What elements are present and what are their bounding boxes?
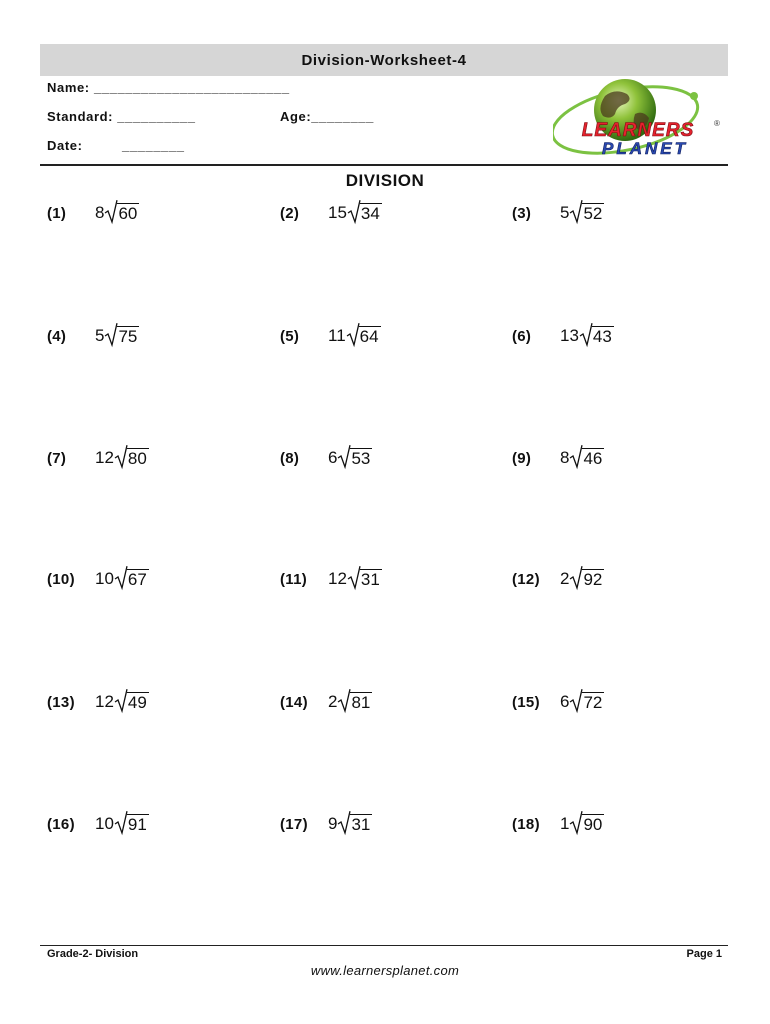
problem-number: (1) xyxy=(47,204,67,222)
problem-item xyxy=(280,567,382,591)
problem-item xyxy=(512,567,604,591)
division-expression xyxy=(560,692,604,712)
logo-text-top: LEARNERS xyxy=(581,120,695,141)
footer-page-number: Page 1 xyxy=(686,948,722,960)
problem-number: (14) xyxy=(280,693,308,711)
dividend: 43 xyxy=(592,327,612,346)
problem-number: (2) xyxy=(280,204,300,222)
long-division-bracket xyxy=(104,203,139,223)
divisor: 8 xyxy=(560,448,570,467)
dividend: 46 xyxy=(583,449,603,468)
long-division-bracket xyxy=(337,692,372,712)
long-division-bracket xyxy=(337,448,372,468)
long-division-bracket xyxy=(569,569,604,589)
radical-sign-icon xyxy=(337,444,351,470)
problem-number: (4) xyxy=(47,327,67,345)
dividend: 31 xyxy=(351,815,371,834)
long-division-bracket xyxy=(337,814,372,834)
division-expression xyxy=(95,814,149,834)
division-expression xyxy=(328,326,381,346)
worksheet-title: Division-Worksheet-4 xyxy=(40,44,728,76)
problem-number: (8) xyxy=(280,449,300,467)
divisor: 6 xyxy=(328,448,338,467)
radical-sign-icon xyxy=(104,322,118,348)
date-label: Date: xyxy=(47,138,83,153)
radical-sign-icon xyxy=(569,199,583,225)
problem-item xyxy=(512,812,604,836)
long-division-bracket xyxy=(346,326,381,346)
problem-number: (13) xyxy=(47,693,75,711)
long-division-bracket xyxy=(114,569,149,589)
long-division-bracket xyxy=(347,203,382,223)
divisor: 9 xyxy=(328,814,338,833)
dividend: 34 xyxy=(360,204,380,223)
radical-sign-icon xyxy=(337,810,351,836)
problem-number: (12) xyxy=(512,570,540,588)
division-expression xyxy=(560,569,604,589)
section-heading: DIVISION xyxy=(345,171,425,190)
logo-text-mark: ® xyxy=(714,119,720,128)
division-expression xyxy=(95,203,139,223)
radical-sign-icon xyxy=(114,688,128,714)
divisor: 10 xyxy=(95,569,114,588)
divisor: 12 xyxy=(328,569,347,588)
long-division-bracket xyxy=(569,814,604,834)
division-expression xyxy=(95,326,139,346)
divisor: 12 xyxy=(95,692,114,711)
division-expression xyxy=(328,814,372,834)
long-division-bracket xyxy=(569,448,604,468)
logo-orbit-dot xyxy=(690,92,698,100)
radical-sign-icon xyxy=(104,199,118,225)
problem-item xyxy=(47,446,149,470)
problem-number: (3) xyxy=(512,204,532,222)
problem-item xyxy=(512,446,604,470)
footer-divider xyxy=(40,945,728,946)
divisor: 5 xyxy=(560,203,570,222)
division-expression xyxy=(560,814,604,834)
radical-sign-icon xyxy=(569,444,583,470)
dividend: 92 xyxy=(583,570,603,589)
dividend: 75 xyxy=(118,327,138,346)
division-expression xyxy=(328,448,372,468)
footer-website: www.learnersplanet.com xyxy=(310,963,460,978)
problem-number: (18) xyxy=(512,815,540,833)
problem-item xyxy=(280,690,372,714)
division-expression xyxy=(95,569,149,589)
radical-sign-icon xyxy=(346,322,360,348)
dividend: 64 xyxy=(359,327,379,346)
dividend: 91 xyxy=(127,815,147,834)
divisor: 10 xyxy=(95,814,114,833)
dividend: 49 xyxy=(127,693,147,712)
radical-sign-icon xyxy=(114,565,128,591)
footer-grade-label: Grade-2- Division xyxy=(47,948,139,960)
radical-sign-icon xyxy=(114,810,128,836)
divisor: 5 xyxy=(95,326,105,345)
divisor: 11 xyxy=(328,326,346,345)
divisor: 12 xyxy=(95,448,114,467)
division-expression xyxy=(328,692,372,712)
problem-number: (6) xyxy=(512,327,532,345)
division-expression xyxy=(95,692,149,712)
name-field: Name: _________________________ xyxy=(47,80,290,95)
divisor: 6 xyxy=(560,692,570,711)
problem-item xyxy=(47,324,139,348)
problem-item xyxy=(280,446,372,470)
problem-number: (7) xyxy=(47,449,67,467)
problem-item xyxy=(280,324,381,348)
long-division-bracket xyxy=(569,203,604,223)
logo-text-bottom: PLANET xyxy=(602,139,688,158)
problem-item xyxy=(47,690,149,714)
divisor: 2 xyxy=(328,692,338,711)
dividend: 67 xyxy=(127,570,147,589)
dividend: 60 xyxy=(118,204,138,223)
radical-sign-icon xyxy=(347,199,361,225)
long-division-bracket xyxy=(569,692,604,712)
problem-number: (17) xyxy=(280,815,308,833)
dividend: 72 xyxy=(583,693,603,712)
long-division-bracket xyxy=(114,448,149,468)
radical-sign-icon xyxy=(347,565,361,591)
long-division-bracket xyxy=(347,569,382,589)
problem-item xyxy=(47,201,139,225)
header-divider xyxy=(40,164,728,166)
dividend: 31 xyxy=(360,570,380,589)
age-field: Age:________ xyxy=(280,109,374,124)
long-division-bracket xyxy=(114,692,149,712)
division-expression xyxy=(560,448,604,468)
division-expression xyxy=(95,448,149,468)
divisor: 2 xyxy=(560,569,570,588)
problem-item xyxy=(512,201,604,225)
date-line: ________ xyxy=(122,138,185,153)
problem-item xyxy=(280,201,382,225)
problem-number: (5) xyxy=(280,327,300,345)
divisor: 15 xyxy=(328,203,347,222)
dividend: 80 xyxy=(127,449,147,468)
problem-item xyxy=(280,812,372,836)
divisor: 1 xyxy=(560,814,570,833)
radical-sign-icon xyxy=(337,688,351,714)
problem-number: (16) xyxy=(47,815,75,833)
long-division-bracket xyxy=(114,814,149,834)
division-expression xyxy=(560,326,614,346)
division-expression xyxy=(328,569,382,589)
learners-planet-logo xyxy=(553,74,723,164)
problem-item xyxy=(47,812,149,836)
standard-field: Standard: __________ xyxy=(47,109,196,124)
problem-number: (11) xyxy=(280,570,308,588)
divisor: 8 xyxy=(95,203,105,222)
radical-sign-icon xyxy=(569,565,583,591)
dividend: 52 xyxy=(583,204,603,223)
problem-item xyxy=(512,324,614,348)
problem-number: (10) xyxy=(47,570,75,588)
dividend: 53 xyxy=(351,449,371,468)
long-division-bracket xyxy=(579,326,614,346)
problem-item xyxy=(512,690,604,714)
dividend: 81 xyxy=(351,693,371,712)
problem-number: (15) xyxy=(512,693,540,711)
division-expression xyxy=(328,203,382,223)
radical-sign-icon xyxy=(579,322,593,348)
division-expression xyxy=(560,203,604,223)
radical-sign-icon xyxy=(569,688,583,714)
problem-number: (9) xyxy=(512,449,532,467)
radical-sign-icon xyxy=(114,444,128,470)
divisor: 13 xyxy=(560,326,579,345)
dividend: 90 xyxy=(583,815,603,834)
long-division-bracket xyxy=(104,326,139,346)
radical-sign-icon xyxy=(569,810,583,836)
problem-item xyxy=(47,567,149,591)
